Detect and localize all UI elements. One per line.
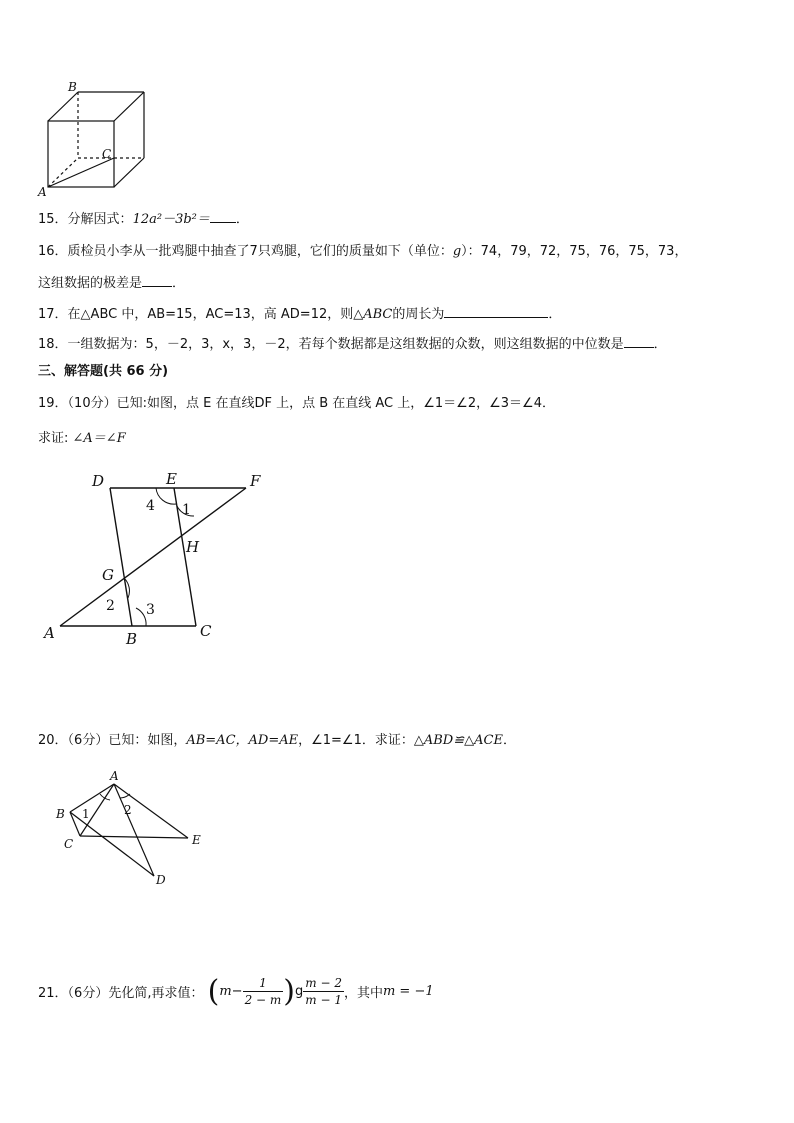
q19-label-f: F bbox=[250, 472, 261, 490]
q16-text: 质检员小李从一批鸡腿中抽查了7只鸡腿，它们的质量如下（单位： bbox=[67, 244, 453, 259]
q21-score: （6分） bbox=[67, 986, 109, 1001]
section-heading: 三、解答题(共 66 分) bbox=[38, 364, 169, 379]
q19-label-g: G bbox=[102, 566, 114, 584]
q18-end: ． bbox=[653, 337, 667, 352]
cube-label-a: A bbox=[38, 185, 47, 199]
q18-answer-blank[interactable] bbox=[624, 335, 654, 348]
cube-label-c: C bbox=[102, 147, 112, 161]
q20-label-e: E bbox=[192, 833, 201, 847]
q19-label-h: H bbox=[186, 538, 200, 556]
q19-label-d: D bbox=[92, 472, 105, 490]
q21-text: 先化简,再求值： bbox=[108, 986, 204, 1001]
q21-fraction-2 bbox=[303, 975, 344, 1008]
question-16-line1 bbox=[38, 240, 687, 259]
q18-number: 18． bbox=[38, 337, 68, 352]
question-17 bbox=[38, 303, 561, 322]
question-19-prove bbox=[38, 427, 126, 446]
question-18 bbox=[38, 333, 667, 352]
q21-number: 21． bbox=[38, 986, 68, 1001]
q15-end: ． bbox=[235, 212, 249, 227]
q21-frac2-denominator: m − 1 bbox=[305, 993, 342, 1007]
q16-question: 这组数据的极差是 bbox=[38, 276, 143, 291]
q20-label-a: A bbox=[110, 769, 119, 783]
q21-fraction-1 bbox=[243, 975, 284, 1008]
cube-label-b: B bbox=[68, 80, 77, 94]
q21-minus: − bbox=[231, 984, 243, 999]
q17-answer-blank[interactable] bbox=[444, 305, 548, 318]
q20-angle-2: 2 bbox=[124, 803, 132, 817]
q20-expression2: △ABD≌△ACE bbox=[413, 733, 503, 748]
q17-triangle: △ABC bbox=[353, 307, 393, 322]
q20-line-ce bbox=[80, 836, 188, 838]
q16-data-values: ）：74，79，72，75，76，75，73， bbox=[461, 244, 688, 259]
q20-figure bbox=[48, 764, 218, 890]
question-19 bbox=[38, 392, 555, 411]
q21-frac2-numerator: m − 2 bbox=[305, 976, 342, 990]
q20-expression: AB=AC，AD=AE bbox=[186, 733, 299, 748]
q16-answer-blank[interactable] bbox=[142, 274, 172, 287]
q20-score: （6分） bbox=[67, 733, 109, 748]
q19-prove-expression: ∠A＝∠F bbox=[72, 431, 126, 446]
q17-text-end: 的周长为 bbox=[392, 307, 445, 322]
q20-number: 20． bbox=[38, 733, 68, 748]
q15-number: 15． bbox=[38, 212, 68, 227]
q21-var-m: m bbox=[219, 984, 232, 999]
q19-angle-1: 1 bbox=[182, 502, 191, 518]
question-20 bbox=[38, 729, 516, 748]
q21-frac1-denominator: 2 − m bbox=[244, 993, 282, 1007]
q17-text: 在△ABC 中，AB=15，AC=13，高 AD=12，则 bbox=[67, 307, 354, 322]
q17-number: 17． bbox=[38, 307, 68, 322]
q19-number: 19． bbox=[38, 396, 68, 411]
q19-label-e: E bbox=[166, 470, 177, 488]
q21-operator-g: g bbox=[294, 984, 304, 999]
q21-tail: ，其中 bbox=[343, 986, 383, 1001]
cube-diagonal-ac bbox=[48, 158, 114, 187]
q16-end: ． bbox=[172, 276, 186, 291]
q19-score: （10分） bbox=[67, 396, 117, 411]
q19-angle-3: 3 bbox=[146, 602, 155, 618]
q20-text2: ，∠1=∠1．求证： bbox=[298, 733, 414, 748]
question-15 bbox=[38, 208, 249, 227]
q19-label-b: B bbox=[126, 630, 138, 648]
q19-angle-4: 4 bbox=[146, 498, 155, 514]
q19-text: 已知:如图，点 E 在直线DF 上，点 B 在直线 AC 上，∠1＝∠2，∠3＝∠4． bbox=[116, 396, 555, 411]
q20-line-ab bbox=[70, 784, 114, 812]
q19-angle-2: 2 bbox=[106, 598, 115, 614]
q20-end: ． bbox=[502, 733, 516, 748]
q20-text: 已知：如图， bbox=[108, 733, 187, 748]
q16-unit: g bbox=[452, 244, 462, 259]
q17-end: ． bbox=[548, 307, 562, 322]
q20-label-c: C bbox=[64, 837, 74, 851]
question-16-line2 bbox=[38, 272, 185, 291]
q19-figure bbox=[36, 466, 276, 652]
q21-frac1-numerator: 1 bbox=[243, 975, 284, 992]
q20-angle-1: 1 bbox=[82, 807, 90, 821]
q16-number: 16． bbox=[38, 244, 68, 259]
q21-condition: m = −1 bbox=[382, 984, 434, 999]
q15-expression: 12a²－3b²＝ bbox=[132, 212, 210, 227]
q19-prove-label: 求证: bbox=[38, 431, 69, 446]
q19-label-a: A bbox=[44, 624, 55, 642]
q15-answer-blank[interactable] bbox=[210, 210, 236, 223]
q15-text: 分解因式： bbox=[67, 212, 133, 227]
q21-open-paren: ( bbox=[207, 974, 220, 1009]
question-21 bbox=[38, 974, 434, 1009]
q19-label-c: C bbox=[200, 622, 212, 640]
q20-label-b: B bbox=[56, 807, 65, 821]
cube-figure bbox=[34, 78, 154, 200]
q20-label-d: D bbox=[156, 873, 166, 887]
q21-close-paren: ) bbox=[283, 974, 295, 1009]
q18-text: 一组数据为：5，－2，3，x，3，－2，若每个数据都是这组数据的众数，则这组数据的中位数是 bbox=[67, 337, 624, 352]
q20-line-bd bbox=[70, 812, 154, 876]
